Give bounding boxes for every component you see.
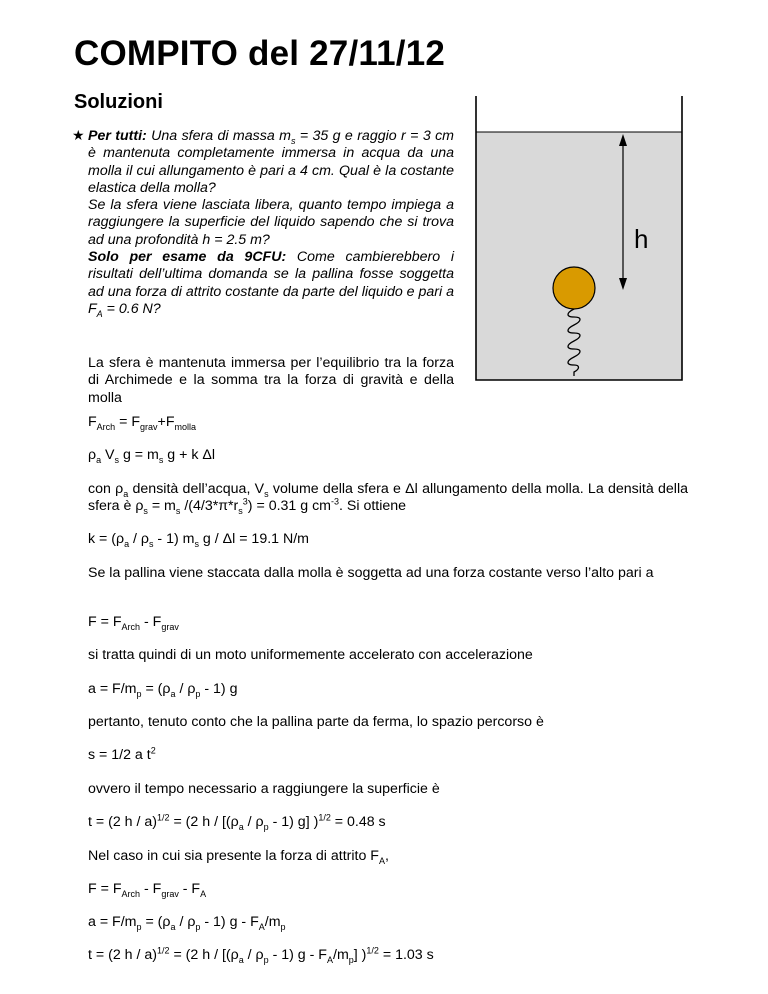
equation-time-friction: t = (2 h / a)$^{1/2}$ = (2 h / [$(\rho_a / \rho_p - 1)$ g - $F_A/m_p$] )$^{1/2}$ = 1.03 s xyxy=(88,945,434,965)
equation-force-balance: $F_{Arch} = F_{grav}+F_{molla}$ xyxy=(88,414,197,432)
equation-time: t = (2 h / a)$^{1/2}$ = (2 h / [$(\rho_a / \rho_p - 1)$ g] )$^{1/2}$ = 0.48 s xyxy=(88,812,386,832)
page-title: COMPITO del 27/11/12 xyxy=(74,34,446,73)
paragraph-released-ball: Se la pallina viene staccata dalla molla è soggetta ad una forza costante verso l’alto pari a xyxy=(88,565,654,581)
section-heading: Soluzioni xyxy=(74,91,163,113)
label-per-tutti: Per tutti: xyxy=(88,128,147,144)
depth-label: h xyxy=(634,224,649,254)
paragraph-friction-case: Nel caso in cui sia presente la forza di attrito $F_A$, xyxy=(88,848,389,866)
equation-distance: s = 1/2 a $t^2$ xyxy=(88,745,156,763)
equation-net-force-friction: $F = F_{Arch} - F_{grav} - F_A$ xyxy=(88,881,207,899)
paragraph-time: ovvero il tempo necessario a raggiungere la superficie è xyxy=(88,781,440,797)
equation-density-balance: $\rho_a$ $V_s$ $g = m_s$ g + k Δl xyxy=(88,447,215,465)
problem-question-1: Per tutti: Una sfera di massa $m_s = 35$ g e raggio r = 3 cm è mantenuta completamente immersa in acqua da una molla il cui allungamento è pari a 4 cm. Qual è la costante elastica della molla? xyxy=(88,128,455,196)
paragraph-definitions: con $\rho_a$ densità dell’acqua, $V_s$ volume della sfera e Δl allungamento della molla. La densità della sfera è $\rho_s = m_s$ $/(4/3*\pi*r_s^3) = 0.31$ g $cm^{-3}$. Si ottiene xyxy=(88,481,688,517)
paragraph-uniform-motion: si tratta quindi di un moto uniformemente accelerato con accelerazione xyxy=(88,647,533,663)
liquid xyxy=(476,132,682,380)
problem-statement xyxy=(72,127,455,319)
equation-acceleration-friction: $a = F/m_p = (\rho_a / \rho_p - 1)$ g - $F_A/m_p$ xyxy=(88,914,286,932)
sphere xyxy=(553,267,595,309)
problem-question-3: Solo per esame da 9CFU: Come cambierebbero i risultati dell’ultima domanda se la pallina fosse soggetta ad una forza di attrito costante da parte del liquido e pari a $F_A = 0.6$ N? xyxy=(88,249,454,319)
problem-question-2: Se la sfera viene lasciata libera, quanto tempo impiega a raggiungere la superficie del liquido sapendo che si trova ad una profondità h = 2.5 m? xyxy=(88,197,454,248)
star-icon: ★ xyxy=(72,127,85,143)
paragraph-distance: pertanto, tenuto conto che la pallina parte da ferma, lo spazio percorso è xyxy=(88,714,544,730)
sphere-spring-diagram xyxy=(470,96,690,384)
equation-spring-constant: $k = (\rho_a / \rho_s - 1)$ $m_s$ g / Δl = 19.1 N/m xyxy=(88,531,309,549)
equation-net-force: $F = F_{Arch} - F_{grav}$ xyxy=(88,614,179,632)
equation-acceleration: $a = F/m_p = (\rho_a / \rho_p - 1)$ g xyxy=(88,681,238,699)
label-9cfu: Solo per esame da 9CFU: xyxy=(88,249,287,266)
solution-intro: La sfera è mantenuta immersa per l’equilibrio tra la forza di Archimede e la somma tra la forza di gravità e della molla xyxy=(88,355,454,406)
